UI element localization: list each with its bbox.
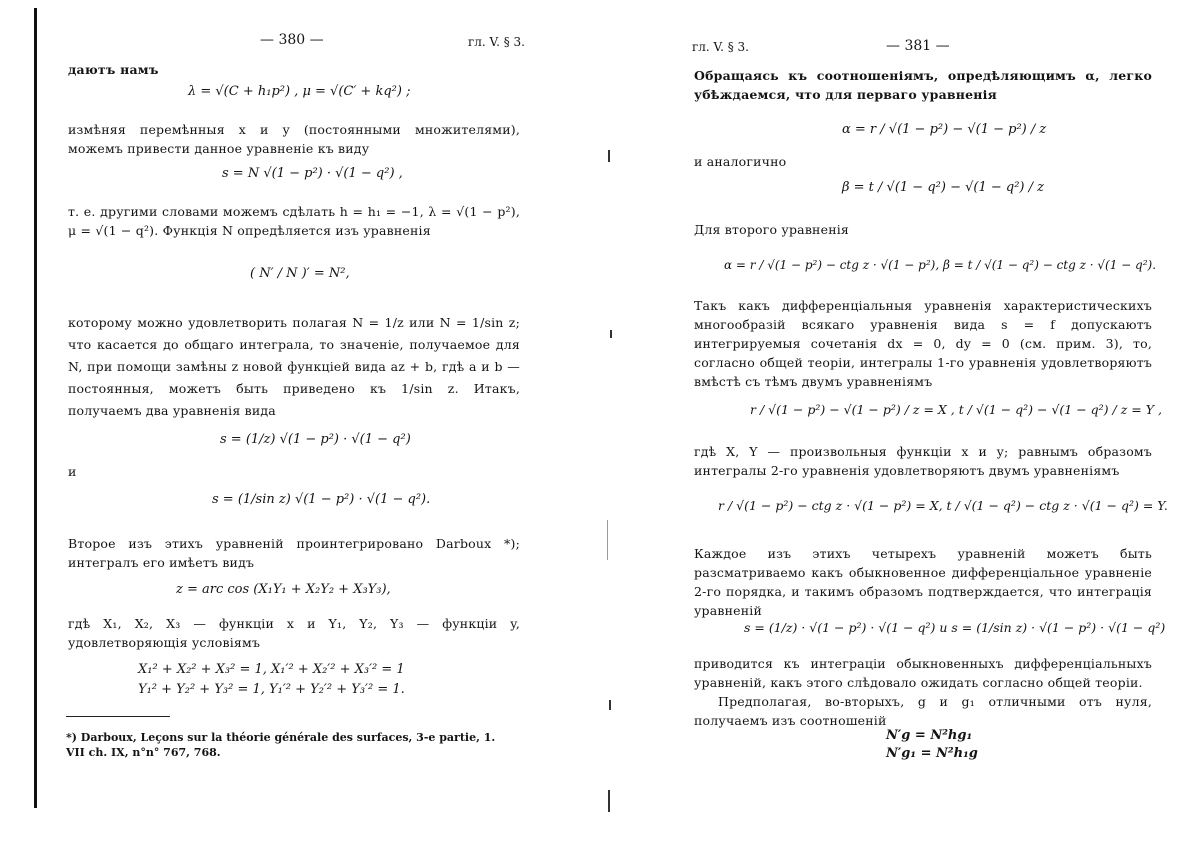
formula-s-n: s = N √(1 − p²) · √(1 − q²) ,	[222, 166, 403, 181]
formula-x-y-second: r / √(1 − p²) − ctg z · √(1 − p²) = X, t / √(1 − q²) − ctg z · √(1 − q²) = Y.	[718, 498, 1168, 513]
paragraph-each: Каждое изъ этихъ четырехъ уравненій можетъ быть разсматриваемо какъ обыкновенное дифференціальное уравненіе 2-го порядка, и такимъ образомъ подтверждается, что интеграція уравненій	[694, 546, 1152, 618]
formula-alpha-beta-second: α = r / √(1 − p²) − ctg z · √(1 − p²), β = t / √(1 − q²) − ctg z · √(1 − q²).	[724, 258, 1157, 272]
formula-x-y-first: r / √(1 − p²) − √(1 − p²) / z = X , t / √(1 − q²) − √(1 − q²) / z = Y ,	[750, 402, 1162, 417]
running-head: гл. V. § 3.	[468, 35, 525, 49]
formula-condition-y: Y₁² + Y₂² + Y₃² = 1, Y₁′² + Y₂′² + Y₃′² = 1.	[138, 682, 405, 697]
formula-arc-cos: z = arc cos (X₁Y₁ + X₂Y₂ + X₃Y₃),	[176, 582, 391, 597]
paragraph-other-words: т. е. другими словами можемъ сдѣлать h = h₁ = −1, λ = √(1 − p²), μ = √(1 − q²). Функція N опредѣляется изъ уравненія	[68, 204, 520, 238]
right-page	[600, 0, 1200, 848]
paragraph-arbitrary: гдѣ X, Y — произвольныя функціи x и y; равнымъ образомъ интегралы 2-го уравненія удовлетворяютъ двумъ уравненіямъ	[694, 444, 1152, 478]
formula-ng-first: N′g = N²hg₁	[886, 728, 973, 743]
paragraph-characteristic: Такъ какъ дифференціальныя уравненія характеристическихъ многообразій всякаго уравненія вида s = f допускаютъ интегрируемыя сочетанія dx = 0, dy = 0 (см. прим. 3), то, согласно общей теоріи, интегралы 1-го уравненія удовлетворяютъ вмѣстѣ съ тѣмъ двумъ уравненіямъ	[694, 298, 1152, 389]
page-number: — 380 —	[260, 32, 324, 48]
formula-s-over-sin: s = (1/sin z) √(1 − p²) · √(1 − q²).	[212, 492, 431, 507]
formula-s-over-z: s = (1/z) √(1 − p²) · √(1 − q²)	[220, 432, 411, 447]
formula-n-prime: ( N′ / N )′ = N²,	[250, 266, 350, 281]
paragraph-functions: гдѣ X₁, X₂, X₃ — функціи x и Y₁, Y₂, Y₃ — функціи y, удовлетворяющія условіямъ	[68, 616, 520, 650]
paragraph-intro: даютъ намъ	[68, 62, 159, 77]
formula-ng-second: N′g₁ = N²h₁g	[886, 746, 978, 761]
paragraph-reduces: приводится къ интеграціи обыкновенныхъ дифференціальныхъ уравненій, какъ этого слѣдовало ожидать согласно общей теоріи.	[694, 656, 1152, 690]
paragraph-assuming: Предполагая, во-вторыхъ, g и g₁ отличными отъ нуля, получаемъ изъ соотношеній	[694, 694, 1152, 728]
running-head: гл. V. § 3.	[692, 40, 749, 54]
footnote: *) Darboux, Leçons sur la théorie générale des surfaces, 3-e partie, 1. VII ch. IX, n°n° 767, 768.	[66, 731, 496, 759]
left-page	[0, 0, 598, 848]
footnote-rule	[66, 716, 170, 717]
formula-alpha-first: α = r / √(1 − p²) − √(1 − p²) / z	[842, 122, 1047, 137]
paragraph-satisfy: которому можно удовлетворить полагая N = 1/z или N = 1/sin z; что касается до общаго интеграла, то значеніе, получаемое для N, при помощи замѣны z новой функціей вида az + b, гдѣ a и b — постоянныя, можетъ быть приведено къ 1/sin z. Итакъ, получаемъ два уравненія вида	[68, 315, 520, 418]
paragraph-second-equation: Для второго уравненія	[694, 222, 850, 237]
formula-condition-x: X₁² + X₂² + X₃² = 1, X₁′² + X₂′² + X₃′² = 1	[138, 662, 405, 677]
page-number: — 381 —	[886, 38, 950, 54]
paragraph-darboux: Второе изъ этихъ уравненій проинтегрировано Darboux *); интегралъ его имѣетъ видъ	[68, 536, 520, 570]
paragraph-turning: Обращаясь къ соотношеніямъ, опредѣляющимъ α, легко убѣждаемся, что для перваго уравненія	[694, 68, 1152, 102]
formula-s-pair: s = (1/z) · √(1 − p²) · √(1 − q²) и s = (1/sin z) · √(1 − p²) · √(1 − q²)	[744, 620, 1166, 635]
paragraph-change-variables: измѣняя перемѣнныя x и y (постоянными множителями), можемъ привести данное уравненіе къ виду	[68, 122, 520, 156]
formula-beta-first: β = t / √(1 − q²) − √(1 − q²) / z	[842, 180, 1044, 195]
paragraph-similarly: и аналогично	[694, 154, 787, 169]
paragraph-and: и	[68, 464, 77, 479]
formula-lambda-mu: λ = √(C + h₁p²) , μ = √(C′ + kq²) ;	[188, 84, 411, 99]
